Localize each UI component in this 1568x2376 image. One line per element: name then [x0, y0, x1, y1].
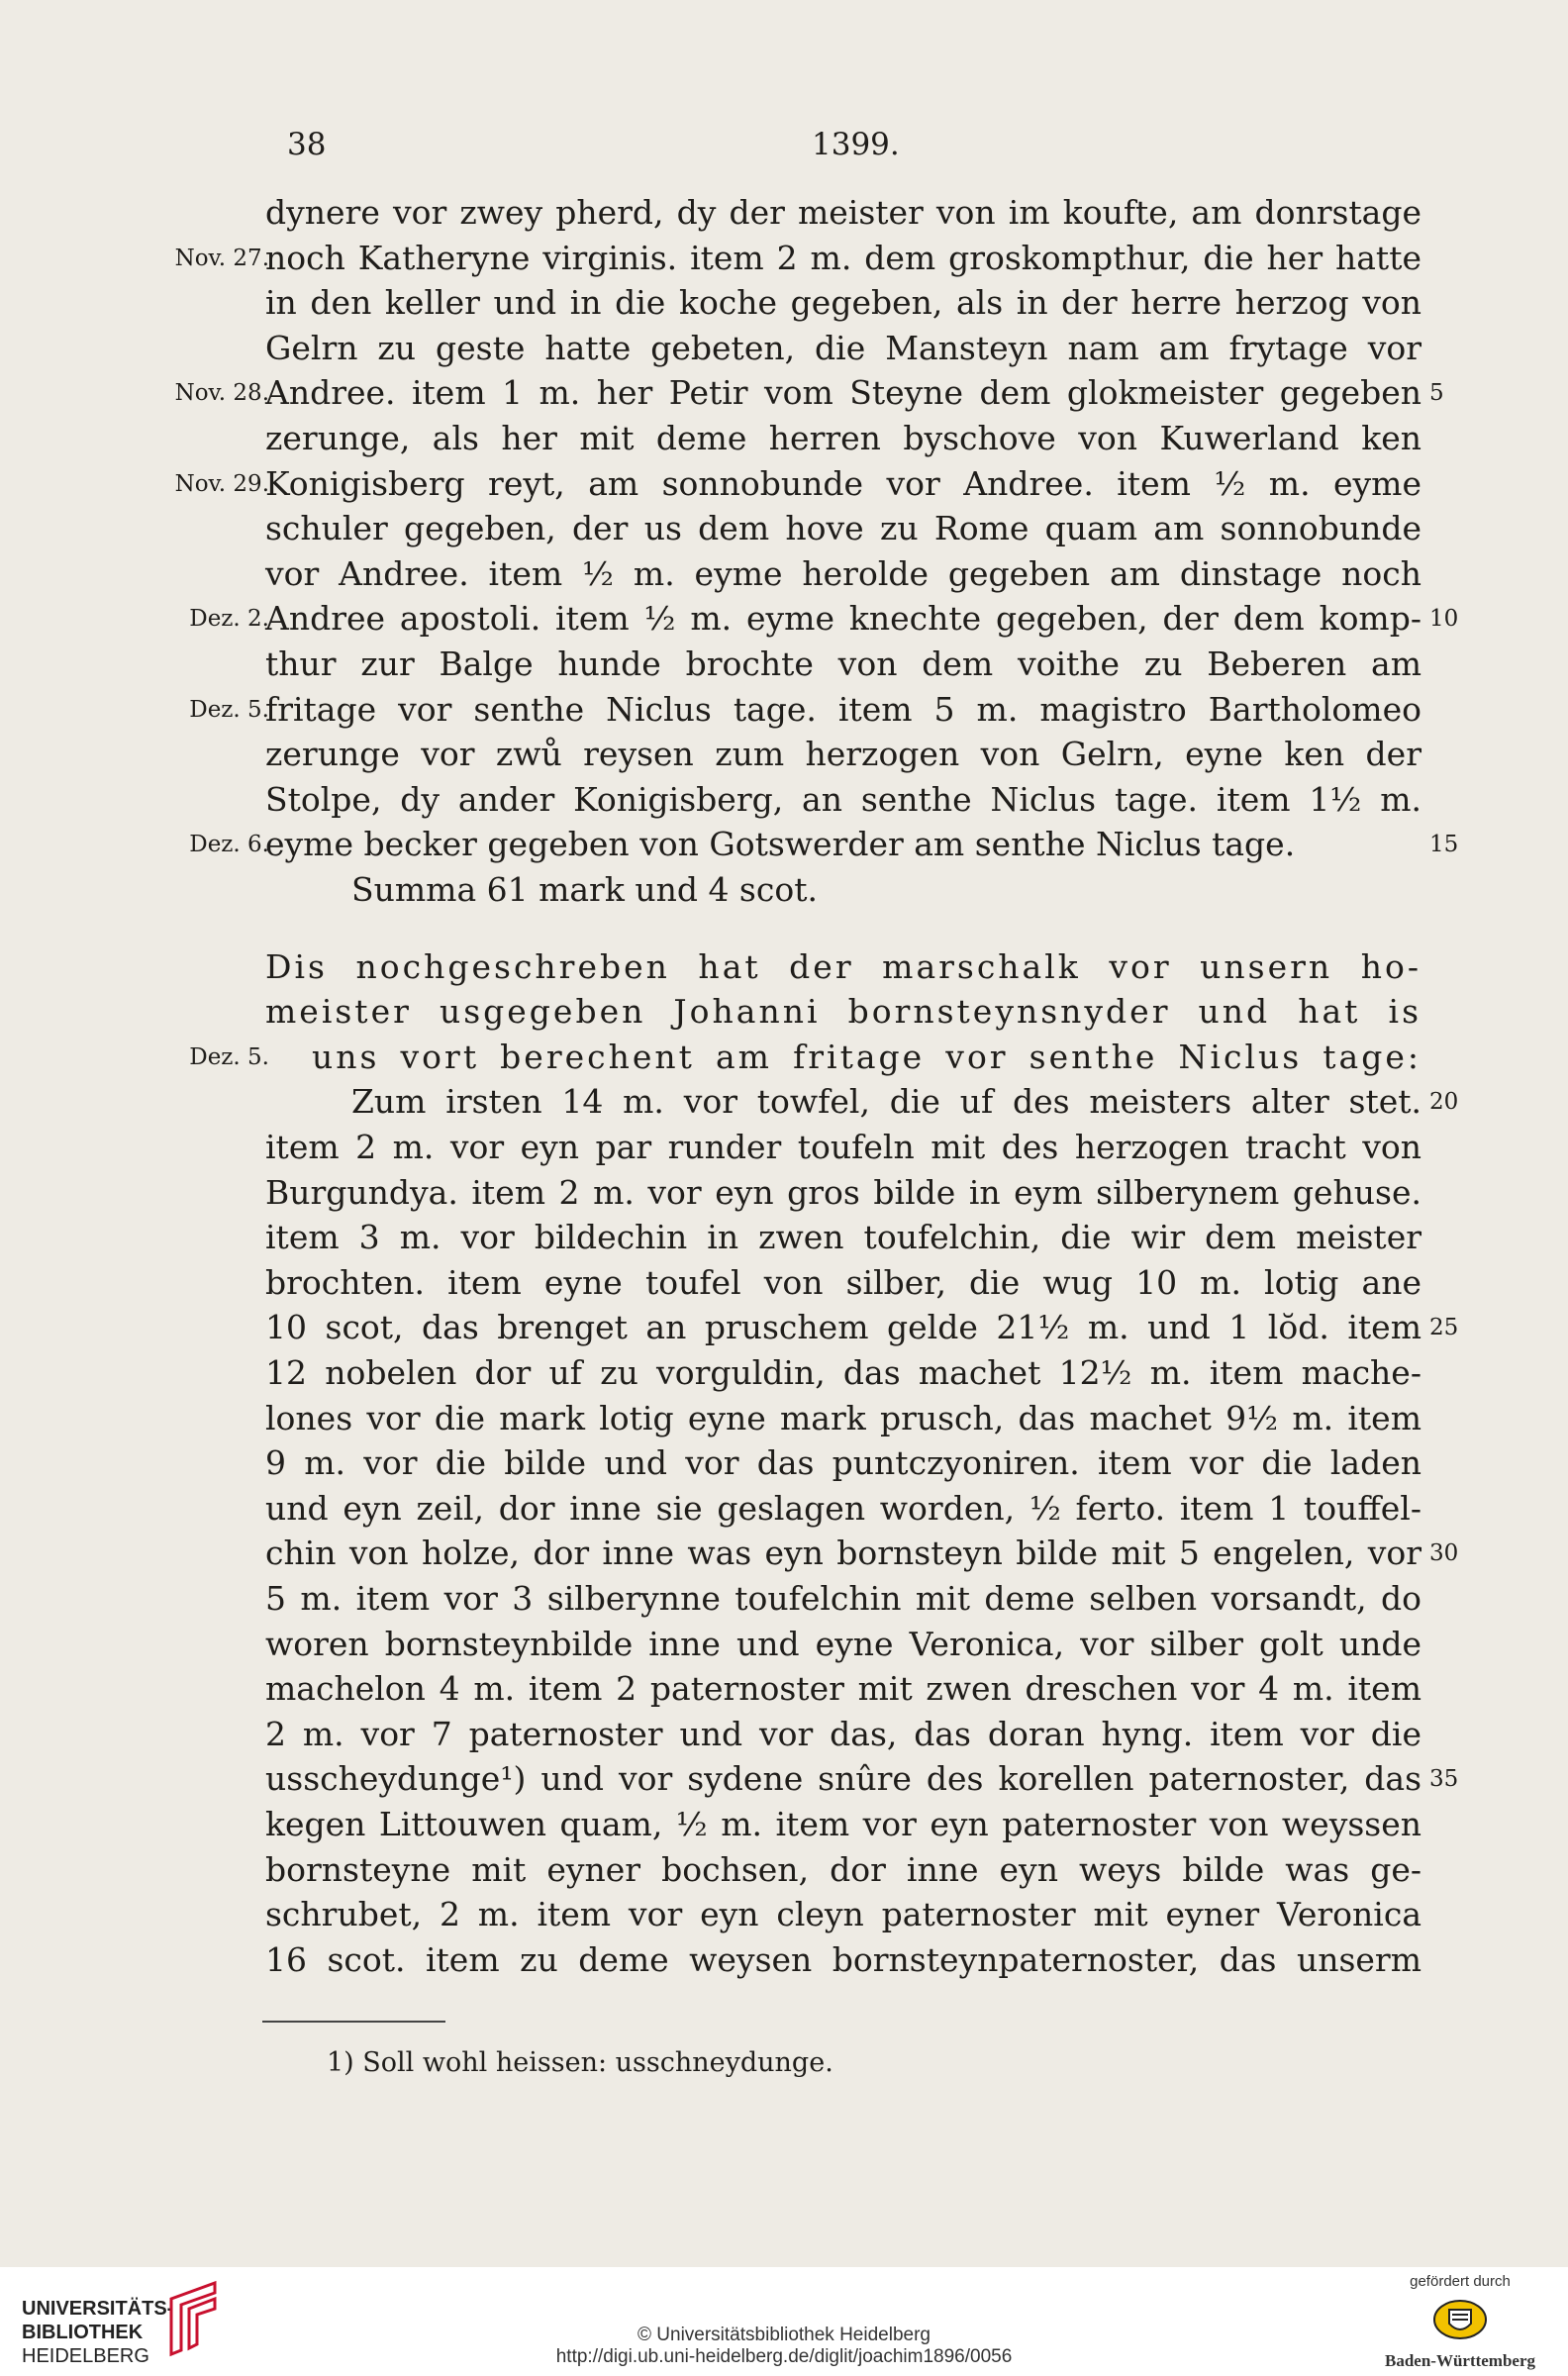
- coat-of-arms-icon: [1431, 2298, 1489, 2341]
- line-text: zerunge, als her mit deme herren byschove von Kuwerland ken: [265, 419, 1421, 457]
- line-number: 15: [1429, 832, 1459, 858]
- line-text: Burgundya. item 2 m. vor eyn gros bilde in eym silberynem gehuse.: [265, 1172, 1421, 1212]
- line-text: noch Katheryne virginis. item 2 m. dem groskompthur, die her hatte: [265, 238, 1421, 277]
- line-text: 10 scot, das brenget an pruschem gelde 21½ m. und 1 lŏd. item: [265, 1308, 1421, 1347]
- line-text: und eyn zeil, dor inne sie geslagen worden, ½ ferto. item 1 touffel-: [265, 1488, 1421, 1528]
- line-text: kegen Littouwen quam, ½ m. item vor eyn paternoster von weyssen: [265, 1805, 1421, 1843]
- text-line: [0, 370, 1568, 416]
- marginal-date: Nov. 29.: [174, 470, 269, 497]
- footnote: 1) Soll wohl heissen: usschneydunge.: [327, 2047, 833, 2078]
- text-line: [0, 1125, 1568, 1170]
- line-text: woren bornsteynbilde inne und eyne Veronica, vor silber golt unde: [265, 1624, 1421, 1663]
- text-line: [0, 1937, 1568, 1983]
- line-text: fritage vor senthe Niclus tage. item 5 m. magistro Bartholomeo: [265, 689, 1421, 729]
- page-number: 38: [287, 127, 327, 162]
- text-line: [0, 461, 1568, 507]
- sponsor-label: gefördert durch: [1410, 2273, 1511, 2290]
- line-text: Zum irsten 14 m. vor towfel, die uf des meisters alter stet.: [351, 1082, 1421, 1122]
- line-text: meister usgegeben Johanni bornsteynsnyder und hat is: [265, 992, 1421, 1032]
- line-text: Stolpe, dy ander Konigisberg, an senthe Niclus tage. item 1½ m.: [265, 779, 1421, 819]
- line-text: 5 m. item vor 3 silberynne toufelchin mit deme selben vorsandt, do: [265, 1579, 1421, 1618]
- text-line: [0, 1576, 1568, 1622]
- text-line: [0, 687, 1568, 733]
- text-line: [0, 1712, 1568, 1757]
- line-text: machelon 4 m. item 2 paternoster mit zwen dreschen vor 4 m. item: [265, 1669, 1421, 1709]
- running-year: 1399.: [812, 127, 900, 162]
- line-text: Summa 61 mark und 4 scot.: [351, 870, 818, 909]
- footnote-separator: [262, 2021, 445, 2023]
- line-text: lones vor die mark lotig eyne mark prusch, das machet 9½ m. item: [265, 1398, 1421, 1437]
- text-line: [0, 777, 1568, 823]
- line-text: usscheydunge¹) und vor sydene snûre des korellen paternoster, das: [265, 1759, 1421, 1799]
- line-text: Andree. item 1 m. her Petir vom Steyne dem glokmeister gegeben: [265, 373, 1421, 413]
- line-text: thur zur Balge hunde brochte von dem voithe zu Beberen am: [265, 644, 1421, 683]
- line-text: item 2 m. vor eyn par runder toufeln mit des herzogen tracht von: [265, 1128, 1421, 1166]
- text-line: [0, 944, 1568, 990]
- text-line: [0, 596, 1568, 642]
- text-line: [0, 1440, 1568, 1486]
- line-number: 5: [1429, 380, 1444, 407]
- text-line: [0, 1035, 1568, 1080]
- sponsor-name: Baden-Württemberg: [1384, 2351, 1536, 2370]
- text-line: [0, 326, 1568, 371]
- line-text: in den keller und in die koche gegeben, als in der herre herzog von: [265, 283, 1421, 323]
- line-text: bornsteyne mit eyner bochsen, dor inne eyn weys bilde was ge-: [265, 1849, 1421, 1889]
- library-line1: UNIVERSITÄTS-: [22, 2298, 174, 2320]
- text-line: [0, 236, 1568, 281]
- line-text: dynere vor zwey pherd, dy der meister von im koufte, am donrstage: [265, 193, 1421, 232]
- line-text: 12 nobelen dor uf zu vorguldin, das machet 12½ m. item mache-: [265, 1353, 1421, 1392]
- text-line: [0, 1215, 1568, 1260]
- library-line3: HEIDELBERG: [22, 2345, 149, 2367]
- copyright-text: © Universitätsbibliothek Heidelberg: [637, 2325, 931, 2345]
- marginal-date: Dez. 6.: [189, 832, 269, 858]
- text-line: [0, 1350, 1568, 1396]
- text-line: [0, 190, 1568, 236]
- copyright-notice: [0, 2325, 1568, 2368]
- line-text: zerunge vor zwů reysen zum herzogen von Gelrn, eyne ken der: [265, 735, 1421, 774]
- line-number: 10: [1429, 606, 1459, 633]
- text-line: [0, 1802, 1568, 1847]
- text-line: [0, 416, 1568, 461]
- text-line: [0, 280, 1568, 326]
- line-text: Dis nochgeschreben hat der marschalk vor unsern ho-: [265, 946, 1421, 986]
- line-text: schrubet, 2 m. item vor eyn cleyn paternoster mit eyner Veronica: [265, 1895, 1421, 1934]
- line-text: 16 scot. item zu deme weysen bornsteynpaternoster, das unserm: [265, 1939, 1421, 1979]
- line-text: 9 m. vor die bilde und vor das puntczyoniren. item vor die laden: [265, 1443, 1421, 1483]
- text-line: [0, 1170, 1568, 1216]
- line-number: 30: [1429, 1540, 1459, 1567]
- text-line: [0, 1305, 1568, 1350]
- line-text: Gelrn zu geste hatte gebeten, die Mansteyn nam am frytage vor: [265, 328, 1421, 367]
- marginal-date: Nov. 27.: [174, 245, 269, 271]
- text-line: [0, 901, 1568, 946]
- text-line: [0, 1892, 1568, 1937]
- line-text: Andree apostoli. item ½ m. eyme knechte gegeben, der dem komp-: [265, 599, 1421, 639]
- marginal-date: Dez. 5.: [189, 696, 269, 723]
- text-line: [0, 732, 1568, 777]
- line-number: 20: [1429, 1089, 1459, 1116]
- line-text: Konigisberg reyt, am sonnobunde vor Andree. item ½ m. eyme: [265, 463, 1421, 503]
- text-line: [0, 1079, 1568, 1125]
- marginal-date: Dez. 2.: [189, 606, 269, 633]
- library-line2: BIBLIOTHEK: [22, 2322, 144, 2343]
- text-line: [0, 1847, 1568, 1893]
- line-text: vor Andree. item ½ m. eyme herolde gegeben am dinstage noch: [265, 553, 1421, 593]
- line-text: brochten. item eyne toufel von silber, die wug 10 m. lotig ane: [265, 1262, 1421, 1302]
- line-text: uns vort berechent am fritage vor senthe Niclus tage:: [312, 1037, 1421, 1076]
- text-line: [0, 989, 1568, 1035]
- line-text: chin von holze, dor inne was eyn bornsteyn bilde mit 5 engelen, vor: [265, 1534, 1421, 1573]
- permalink[interactable]: http://digi.ub.uni-heidelberg.de/diglit/joachim1896/0056: [555, 2346, 1013, 2367]
- text-line: [0, 1666, 1568, 1712]
- sponsor-block: [1371, 2273, 1549, 2371]
- text-line: [0, 1756, 1568, 1802]
- text-line: [0, 1396, 1568, 1441]
- line-text: eyme becker gegeben von Gotswerder am senthe Niclus tage.: [265, 825, 1296, 864]
- line-number: 35: [1429, 1766, 1459, 1793]
- text-line: [0, 1531, 1568, 1576]
- text-line: [0, 1486, 1568, 1532]
- text-line: [0, 1622, 1568, 1667]
- line-text: item 3 m. vor bildechin in zwen toufelchin, die wir dem meister: [265, 1218, 1421, 1257]
- text-line: [0, 642, 1568, 687]
- line-text: 2 m. vor 7 paternoster und vor das, das doran hyng. item vor die: [265, 1714, 1421, 1753]
- line-text: schuler gegeben, der us dem hove zu Rome quam am sonnobunde: [265, 509, 1421, 548]
- text-line: [0, 822, 1568, 867]
- text-line: [0, 1260, 1568, 1306]
- marginal-date: Dez. 5.: [189, 1043, 269, 1070]
- marginal-date: Nov. 28.: [174, 380, 269, 407]
- text-line: [0, 506, 1568, 551]
- text-line: [0, 551, 1568, 597]
- line-number: 25: [1429, 1315, 1459, 1341]
